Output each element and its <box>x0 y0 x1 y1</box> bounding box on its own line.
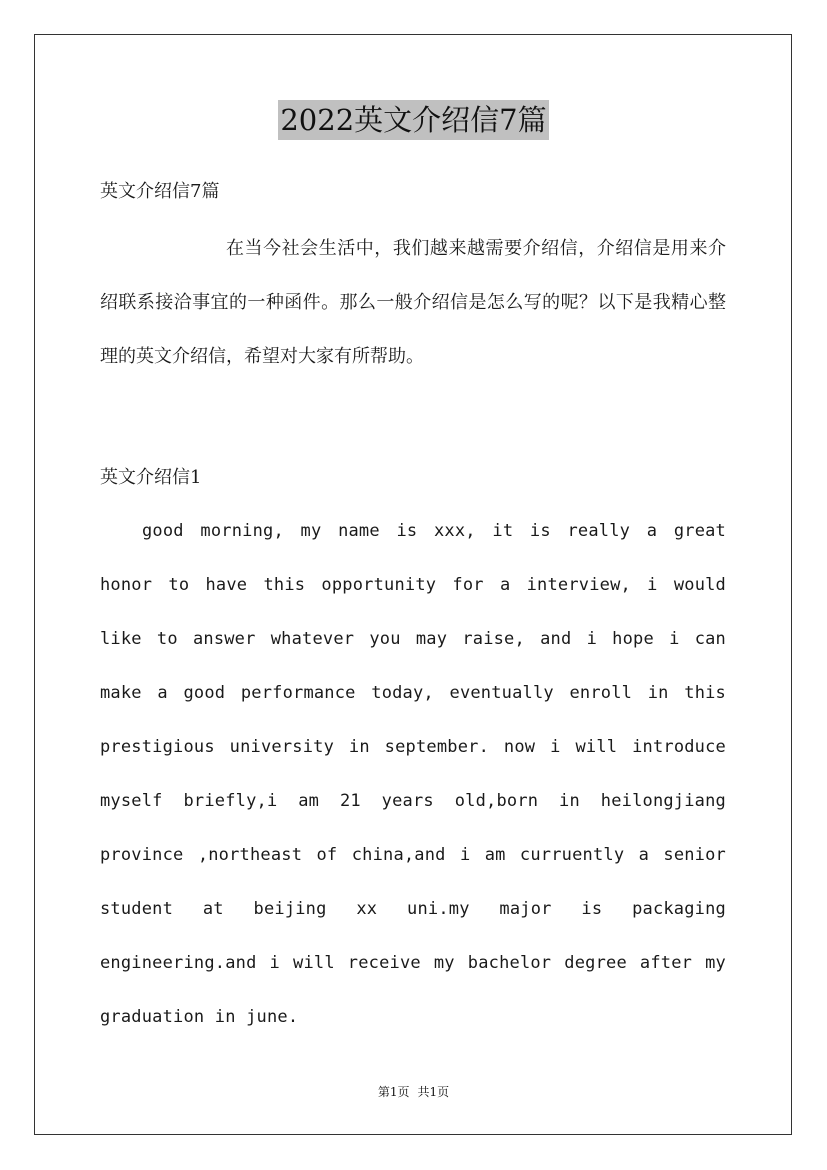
document-body <box>100 172 726 1044</box>
page-number: 第1页 <box>377 1085 410 1099</box>
section-body: good morning, my name is xxx, it is really a great honor to have this opportunity for a interview, i would like to answer whatever you may raise, and i hope i can make a good performance today, eventually enroll in this prestigious university in september. now i will introduce myself briefly,i am 21 years old,born in heilongjiang province ,northeast of china,and i am curruently a senior student at beijing xx uni.my major is packaging engineering.and i will receive my bachelor degree after my graduation in june. <box>100 521 726 1027</box>
section-heading: 英文介绍信1 <box>100 467 202 488</box>
page-footer <box>0 1083 827 1101</box>
title-container <box>0 100 827 140</box>
document-title: 2022英文介绍信7篇 <box>278 100 548 140</box>
page-total: 共1页 <box>417 1085 450 1099</box>
document-subtitle: 英文介绍信7篇 <box>100 181 220 202</box>
intro-paragraph: 在当今社会生活中，我们越来越需要介绍信，介绍信是用来介绍联系接洽事宜的一种函件。那么一般介绍信是怎么写的呢？以下是我精心整理的英文介绍信，希望对大家有所帮助。 <box>100 238 726 367</box>
